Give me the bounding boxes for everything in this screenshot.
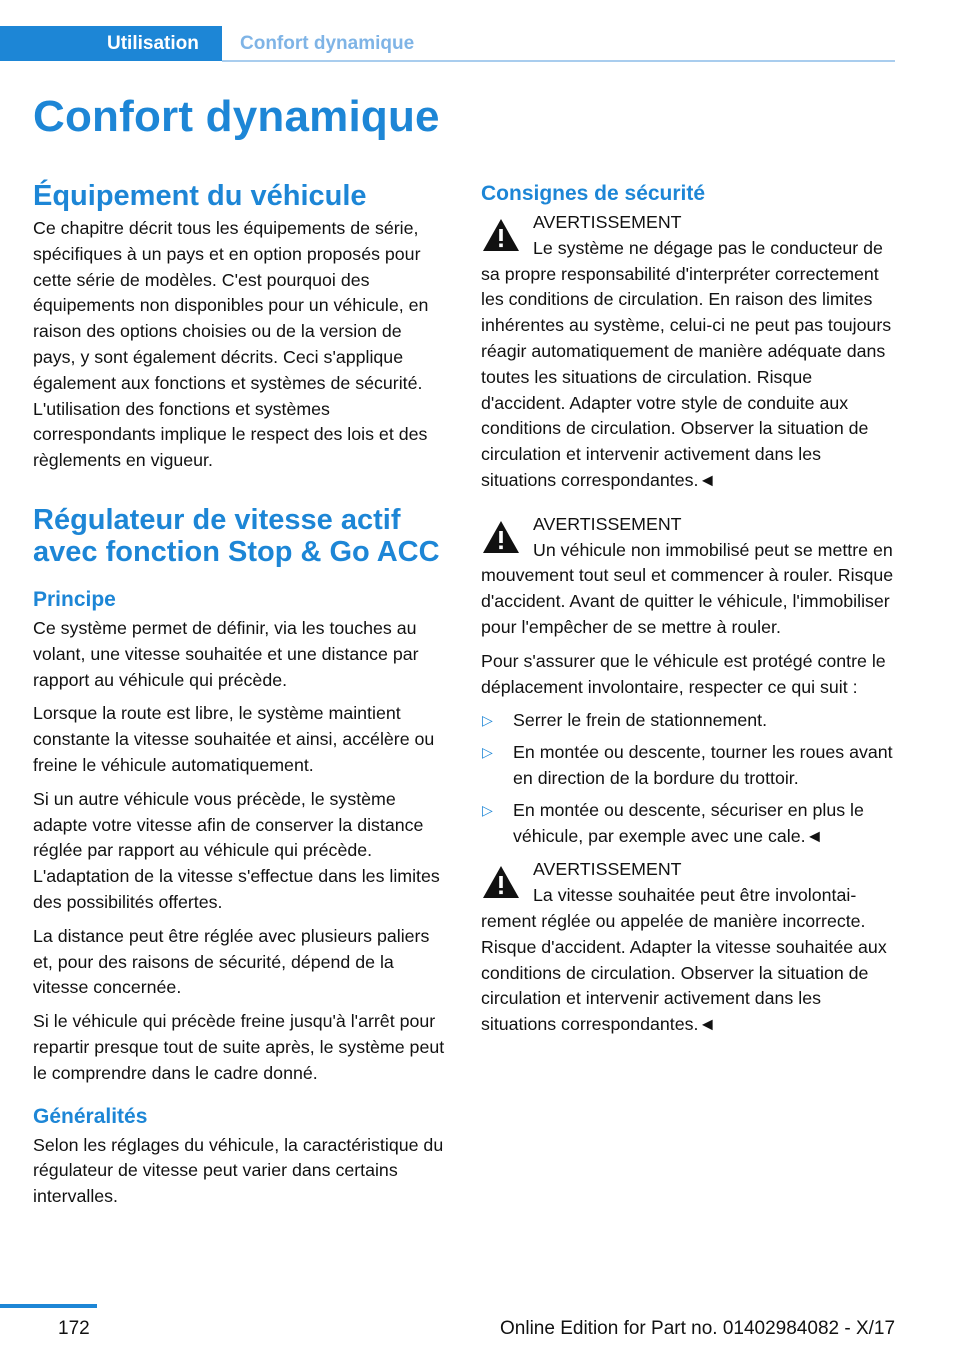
list-item [481,708,895,734]
safety-steps-list [481,708,895,849]
warning-text: Un véhicule non immobilisé peut se mettre en mouvement tout seul et commencer à rouler. Risque d'accident. Avant de quitter le véhicule, l'immobiliser pour l'empêcher de se mettre à rouler. [481,539,894,637]
right-column [481,180,895,1046]
section-title-regulateur: Régulateur de vitesse actif avec fonction Stop & Go ACC [33,503,440,568]
warning-label: AVERTISSEMENT [533,859,682,880]
list-item-text: Serrer le frein de stationnement. [513,710,768,731]
principe-paragraph-4: La distance peut être réglée avec plusieurs paliers et, pour des raisons de sécurité, dépend de la vitesse concernée. [33,925,430,998]
bullet-triangle-icon: ▷ [482,744,493,761]
warning-triangle-icon [481,863,521,901]
tab-confort-dynamique[interactable]: Confort dynamique [240,33,415,54]
generalites-text: Selon les réglages du véhicule, la caractéristique du régulateur de vitesse peut varier dans certains intervalles. [33,1134,444,1207]
left-column [33,180,447,1218]
warning-text: Le système ne dégage pas le conducteur de sa propre responsabilité d'interpréter correctement les conditions de circulation. En raison des limites inhérentes au système, celui-ci ne peut pas toujours réagir automatiquement de manière adéquate dans toutes les situations de circulation. Risque d'accident. Adapter votre style de conduite aux conditions de circulation. Observer la situation de circulation et intervenir activement dans les situations correspondantes.◄ [481,237,892,490]
section-equipement-text: Ce chapitre décrit tous les équipements de série, spécifiques à un pays et en option proposés pour cette série de modèles. C'est pourquoi des équipements non disponibles pour un véhicule, en raison des options choisies ou de la version de pays, y sont également décrits. Ceci s'applique également aux fonctions et systèmes de sécurité. L'utilisation des fonctions et systèmes correspondants implique le respect des lois et des règlements en vigueur. [33,218,429,471]
warning-text: La vitesse souhaitée peut être involontairement réglée ou appelée de manière incorrecte. Risque d'accident. Adapter la vitesse souhaitée aux conditions de circulation. Observer la situation de circulation et intervenir activement dans les situations correspondantes.◄ [481,885,887,1035]
header-rule [222,60,895,62]
warning-label: AVERTISSEMENT [533,212,682,232]
list-item [481,798,895,850]
section-title-equipement: Équipement du véhicule [33,180,367,212]
footer-rule [0,1304,97,1308]
warning-label: AVERTISSEMENT [533,513,682,534]
edition-footer: Online Edition for Part no. 01402984082 - X/17 [500,1318,896,1339]
bullet-triangle-icon: ▷ [482,712,493,729]
principe-paragraph-2: Lorsque la route est libre, le système maintient constante la vitesse souhaitée et ainsi, accélère ou freine le véhicule automatiquement. [33,703,435,775]
bullet-triangle-icon: ▷ [482,801,493,818]
warning-block-3 [481,857,895,1038]
list-item-text: En montée ou descente, sécuriser en plus le véhicule, par exemple avec une cale.◄ [513,799,864,846]
warning-triangle-icon [481,216,521,254]
tab-utilisation[interactable]: Utilisation [0,26,222,61]
principe-paragraph-1: Ce système permet de définir, via les touches au volant, une vitesse souhaitée et une distance par rapport au véhicule qui précède. [33,617,419,690]
principe-paragraph-5: Si le véhicule qui précède freine jusqu'à l'arrêt pour repartir presque tout de suite après, le système peut le comprendre dans le cadre donné. [33,1011,445,1083]
subsection-title-generalites: Généralités [33,1104,148,1128]
warning-block-2 [481,512,895,641]
protection-intro-text: Pour s'assurer que le véhicule est protégé contre le déplacement involontaire, respecter ce qui suit : [481,650,886,697]
page-number: 172 [58,1318,90,1339]
warning-triangle-icon [481,518,521,556]
subsection-title-principe: Principe [33,587,116,611]
list-item-text: En montée ou descente, tourner les roues avant en direction de la bordure du trottoir. [513,742,893,788]
page-title: Confort dynamique [33,92,440,141]
subsection-title-consignes: Consignes de sécurité [481,182,706,205]
principe-paragraph-3: Si un autre véhicule vous précède, le système adapte votre vitesse afin de conserver la distance réglée par rapport au véhicule qui précède. L'adaptation de la vitesse s'effectue dans les limites des possibilités offertes. [33,788,440,912]
list-item [481,740,895,792]
header-bar [0,0,895,62]
warning-block-1 [481,210,895,494]
